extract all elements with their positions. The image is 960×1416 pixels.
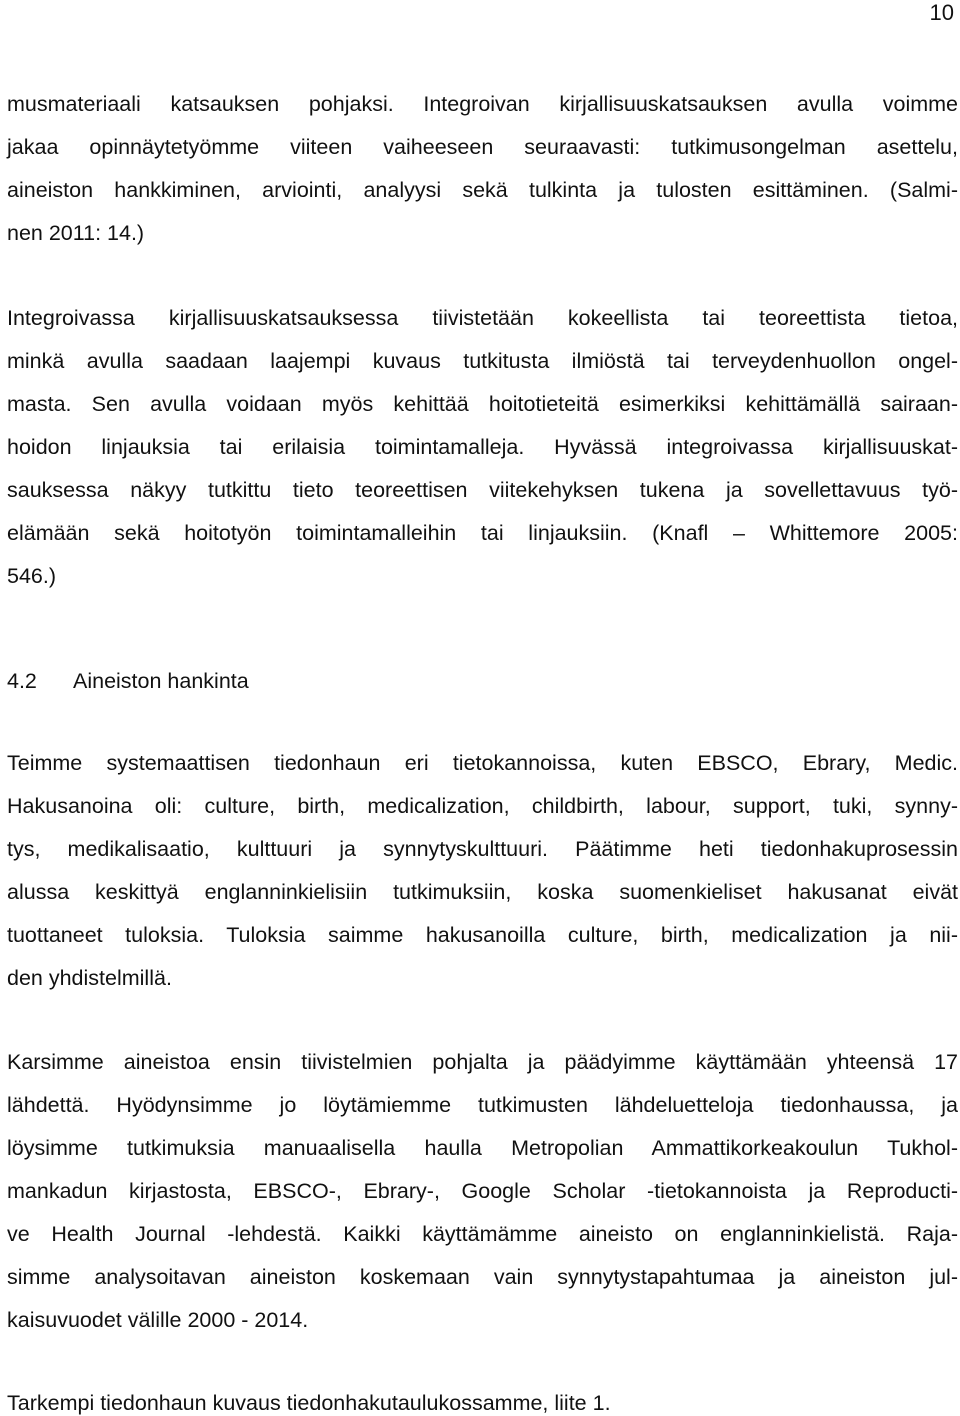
text-line: elämään sekä hoitotyön toimintamalleihin tai linjauksiin. (Knafl – Whittemore 2005:: [7, 521, 958, 545]
text-line: Hakusanoina oli: culture, birth, medicalization, childbirth, labour, support, tuki, synny-: [7, 794, 958, 818]
text-line: löysimme tutkimuksia manuaalisella haulla Metropolian Ammattikorkeakoulun Tukhol-: [7, 1136, 958, 1160]
text-line: musmateriaali katsauksen pohjaksi. Integroivan kirjallisuuskatsauksen avulla voimme: [7, 92, 958, 116]
section-title: Aineiston hankinta: [73, 669, 249, 693]
text-line: masta. Sen avulla voidaan myös kehittää hoitotieteitä esimerkiksi kehittämällä sairaan-: [7, 392, 958, 416]
page-number: 10: [929, 0, 954, 25]
text-line: tys, medikalisaatio, kulttuuri ja synnytyskulttuuri. Päätimme heti tiedonhakuprosessin: [7, 837, 958, 861]
text-line: alussa keskittyä englanninkielisiin tutkimuksiin, koska suomenkieliset hakusanat eivät: [7, 880, 958, 904]
text-line: Tarkempi tiedonhaun kuvaus tiedonhakutaulukossamme, liite 1.: [7, 1391, 611, 1415]
text-line: kaisuvuodet välille 2000 - 2014.: [7, 1308, 309, 1332]
text-line: hoidon linjauksia tai erilaisia toimintamalleja. Hyvässä integroivassa kirjallisuuskat-: [7, 435, 958, 459]
text-line: ve Health Journal -lehdestä. Kaikki käyttämämme aineisto on englanninkielistä. Raja-: [7, 1222, 958, 1246]
text-line: mankadun kirjastosta, EBSCO-, Ebrary-, Google Scholar -tietokannoista ja Reproducti-: [7, 1179, 958, 1203]
text-line: aineiston hankkiminen, arviointi, analyysi sekä tulkinta ja tulosten esittäminen. (Salmi-: [7, 178, 958, 202]
text-line: lähdettä. Hyödynsimme jo löytämiemme tutkimusten lähdeluetteloja tiedonhaussa, ja: [7, 1093, 958, 1117]
section-number: 4.2: [7, 669, 37, 693]
text-line: den yhdistelmillä.: [7, 966, 172, 990]
text-line: Karsimme aineistoa ensin tiivistelmien pohjalta ja päädyimme käyttämään yhteensä 17: [7, 1050, 958, 1074]
text-line: Integroivassa kirjallisuuskatsauksessa tiivistetään kokeellista tai teoreettista tietoa,: [7, 306, 958, 330]
text-line: 546.): [7, 564, 57, 588]
text-line: minkä avulla saadaan laajempi kuvaus tutkitusta ilmiöstä tai terveydenhuollon ongel-: [7, 349, 958, 373]
text-line: Teimme systemaattisen tiedonhaun eri tietokannoissa, kuten EBSCO, Ebrary, Medic.: [7, 751, 958, 775]
text-line: simme analysoitavan aineiston koskemaan vain synnytystapahtumaa ja aineiston jul-: [7, 1265, 958, 1289]
text-line: tuottaneet tuloksia. Tuloksia saimme hakusanoilla culture, birth, medicalization ja nii-: [7, 923, 958, 947]
text-line: nen 2011: 14.): [7, 221, 145, 245]
text-line: jakaa opinnäytetyömme viiteen vaiheeseen seuraavasti: tutkimusongelman asettelu,: [7, 135, 958, 159]
section-heading: [7, 668, 249, 694]
text-line: sauksessa näkyy tutkittu tieto teoreettisen viitekehyksen tukena ja sovellettavuus työ-: [7, 478, 958, 502]
